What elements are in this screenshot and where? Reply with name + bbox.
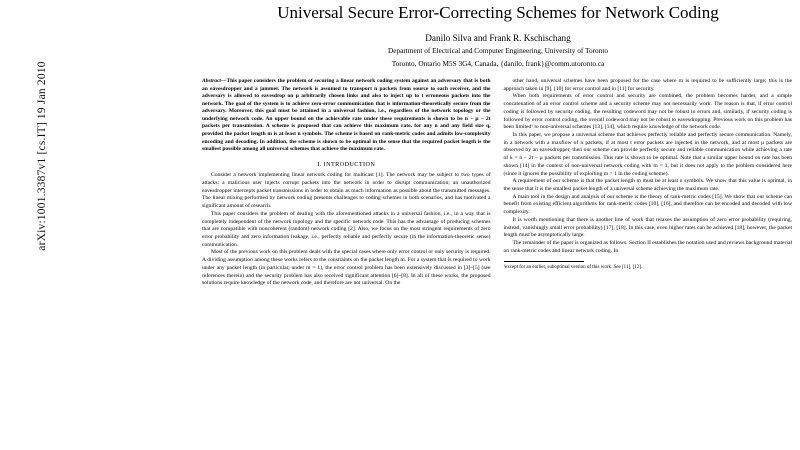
paragraph: other hand, universal schemes have been proposed for the case where m is required to be sufficiently large; this is the approach taken in [9], [10] for error control and in [11] for security. <box>503 77 792 92</box>
paragraph: It is worth mentioning that there is another line of work that relaxes the assumption of zero error probability (requiring, instead, vanishingly small error probability) [17], [18]. In this case, even higher rates can be achieved [18], however, the packet length must be asymptotically large. <box>503 216 792 239</box>
right-column <box>504 78 793 288</box>
paragraph: In this paper, we propose a universal scheme that achieves perfectly reliable and perfectly secure communication. Namely, in a network with a maxflow of n packets, if at most t error packets are injected in the network, and at most μ packets are observed by an eavesdropper, then our scheme can provide perfectly secure and reliable communication while achieving a rate of k = n − 2t − μ packets per transmission. This rate is shown to be optimal. Note that a similar upper bound on rate has been shown [14] in the context of non-universal network coding with m = 1, but it does not apply to the problem considered here (since it ignores the possibility of exploiting m > 1 in the coding scheme). <box>503 131 792 177</box>
page-title: Universal Secure Error-Correcting Schemes for Network Coding <box>277 3 719 22</box>
abstract-lead-label: Abstract— <box>202 77 227 84</box>
footnote: ¹except for an earlier, suboptimal version of this work. See [11], [12]. <box>503 265 643 271</box>
arxiv-identifier-stamp: arXiv:1001.3387v1 [cs.IT] 19 Jan 2010 <box>36 61 48 251</box>
paragraph: Most of the previous work on this problem deals with the special cases where only error control or only security is required. A dividing assumption among these works refers to the constraints on the packet length m. For a system that is required to work under any packet length (in particular, under m = 1), the error control problem has been extensively discussed in [3]–[5] (see references therein) and the security problem has also received significant attention [6]–[8]. In all of these works, the proposed solutions require knowledge of the network code, and therefore are not universal. On the <box>202 249 491 287</box>
authors: Danilo Silva and Frank R. Kschischang <box>425 33 571 44</box>
paper-content <box>196 0 800 450</box>
section-heading-introduction: I. INTRODUCTION <box>317 160 376 168</box>
paragraph: This paper considers the problem of dealing with the aforementioned attacks in a universal fashion, i.e., in a way that is completely independent of the network topology and the specific network code. This has the advantage of producing schemes that are compatible with noncoherent (random) network coding [2]. Also, we focus on the most stringent requirements of zero error probability and zero information leakage, i.e., perfectly reliable and perfectly secure (in the information-theoretic sense) communication. <box>202 210 491 248</box>
affiliation-line-2: Toronto, Ontario M5S 3G4, Canada, {danilo, frank}@comm.utoronto.ca <box>391 59 605 69</box>
two-column-body <box>196 78 800 288</box>
footnote-separator <box>504 261 584 262</box>
abstract-text: This paper considers the problem of securing a linear network coding system against an adversary that is both an eavesdropper and a jammer. The network is assumed to transport n packets from source to each receiver, and the adversary is allowed to eavesdrop on μ arbitrarily chosen links and also to inject up to t erroneous packets into the network. The goal of the system is to achieve zero-error communication that is information-theoretically secure from the adversary. Moreover, this goal must be attained in a universal fashion, i.e., regardless of the network topology or the underlying network code. An upper bound on the achievable rate under these requirements is shown to be n − μ − 2t packets per transmission. A scheme is proposed that can achieve this maximum rate, for any n and any field size q, provided the packet length m is at least n symbols. The scheme is based on rank-metric codes and admits low-complexity encoding and decoding. In addition, the scheme is shown to be optimal in the sense that the required packet length is the smallest possible among all universal schemes that achieve the maximum rate. <box>202 77 491 153</box>
abstract <box>202 78 491 154</box>
left-column <box>202 78 491 288</box>
paragraph: A main tool in the design and analysis of our scheme is the theory of rank-metric codes [15]. We show that our scheme can benefit from existing efficient algorithms for rank-metric codes [10], [16], and therefore can be encoded and decoded with low complexity. <box>503 193 792 216</box>
paragraph: The remainder of the paper is organized as follows. Section II establishes the notation used and reviews background material on rank-metric codes and linear network coding. In <box>503 240 792 254</box>
paragraph: Consider a network implementing linear network coding for multicast [1]. The network may be subject to two types of attacks: a malicious user injects corrupt packets into the network in order to disrupt communication; an unauthorized eavesdropper intercepts packet transmissions in order to obtain as much information as possible about the transmitted messages. The linear mixing performed by network coding presents challenges to coding schemes in both scenarios, and has motivated a significant amount of research. <box>202 172 491 210</box>
affiliation-line-1: Department of Electrical and Computer Engineering, University of Toronto <box>387 46 609 56</box>
paragraph: A requirement of our scheme is that the packet length m must be at least n symbols. We show that this value is optimal, in the sense that it is the smallest packet length of a universal scheme achieving the maximum rate. <box>503 178 792 192</box>
paragraph: When both requirements of error control and security are combined, the problem becomes harder, and a simple concatenation of an error control scheme and a security scheme may not necessarily work. The reason is that, if error control coding is followed by security coding, the resulting codeword may not be robust to errors and, similarly, if security coding is followed by error control coding, the overall codeword may not be robust to eavesdropping. Previous work on this problem has been limited¹ to non-universal schemes [13], [14], which require knowledge of the network code. <box>503 93 792 131</box>
